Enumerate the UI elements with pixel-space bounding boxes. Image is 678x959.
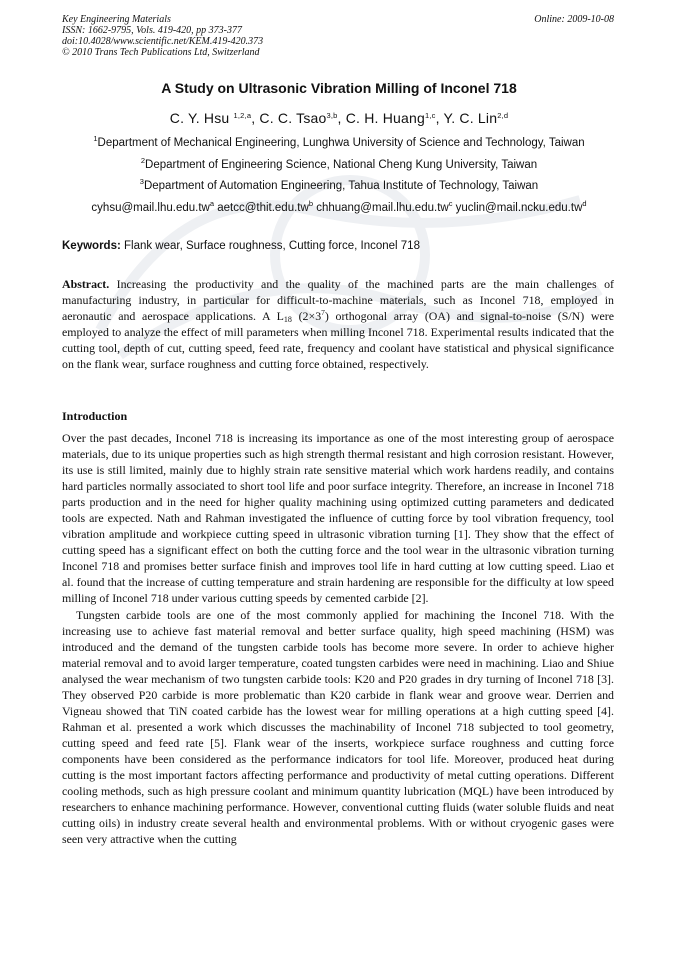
doi-line: doi:10.4028/www.scientific.net/KEM.419-420.373 bbox=[62, 36, 264, 47]
abstract-text: Increasing the productivity and the quality of the machined parts are the main challenges of manufacturing industry, in particular for difficult-to-machine materials, such as Inconel 718, employed in aeronautic and aerospace applications. A L bbox=[62, 277, 614, 324]
email-address: aetcc@thit.edu.tw bbox=[217, 202, 309, 214]
affiliation-sup: 1 bbox=[93, 134, 98, 143]
journal-name: Key Engineering Materials bbox=[62, 14, 171, 25]
email-sup: a bbox=[209, 199, 215, 208]
email-sup: d bbox=[582, 199, 587, 208]
affiliation-text: Department of Mechanical Engineering, Lunghwa University of Science and Technology, Taiwan bbox=[97, 137, 585, 149]
email-list bbox=[0, 199, 678, 214]
affiliation-text: Department of Automation Engineering, Tahua Institute of Technology, Taiwan bbox=[143, 180, 539, 192]
abstract-label: Abstract. bbox=[62, 277, 110, 291]
author-sup: 2,d bbox=[497, 111, 509, 120]
email-sup: b bbox=[308, 199, 313, 208]
email-address: chhuang@mail.lhu.edu.tw bbox=[316, 202, 449, 214]
email-address: cyhsu@mail.lhu.edu.tw bbox=[91, 202, 210, 214]
paragraph: Tungsten carbide tools are one of the most commonly applied for machining the Inconel 718. With the increasing use to achieve fast material removal and better surface quality, high speed machining (HSM) was introduced and the demand of the tungsten carbide tools has become more severe. In order to achieve higher material removal and to avoid larger temperature, coated tungsten carbides were need in machining. Liao and Shiue analysed the wear mechanism of two tungsten carbide tools: K20 and P20 grades in dry turning of Inconel 718 [3]. They observed P20 carbide is more problematic than K20 carbide in flank wear and groove wear. Derrien and Vigneau showed that TiN coated carbide has the lowest wear for milling operations at a high cutting speed [4]. Rahman et al. presented a work which discusses the machinability of Inconel 718 subjected to tool geometry, cutting speed and feed rate [5]. Flank wear of the inserts, workpiece surface roughness and cutting force components have been considered as the performance indicators for tool life. Moreover, produced heat during cutting is the most important factors affecting performance and productivity of metal cutting operations. Different cooling methods, such as high pressure coolant and minimum quantity lubrication (MQL) have been introduced by researchers to enhance machining performance. However, conventional cutting fluids (water soluble fluids and neat cutting oils) in industry create several health and environmental problems. With or without cryogenic gases were seen very attractive when the cutting bbox=[62, 607, 614, 847]
keywords-line bbox=[62, 240, 614, 252]
abstract bbox=[62, 276, 614, 373]
author-name: C. H. Huang bbox=[345, 110, 425, 126]
journal-header bbox=[62, 14, 614, 58]
copyright-line: © 2010 Trans Tech Publications Ltd, Switzerland bbox=[62, 47, 260, 58]
introduction-body bbox=[62, 430, 614, 847]
section-heading-introduction: Introduction bbox=[62, 409, 128, 423]
author-list: C. Y. Hsu $^{1,2,a}$, C. C. Tsao$^{3,b}$, C. H. Huang$^{1,c}$, Y. C. Lin$^{2,d}$ bbox=[169, 110, 509, 126]
affiliation-sup: 2 bbox=[140, 156, 146, 165]
online-date: Online: 2009-10-08 bbox=[534, 14, 614, 25]
affiliation-3 bbox=[0, 177, 678, 192]
affiliation-sup: 3 bbox=[139, 177, 144, 186]
affiliation-2 bbox=[0, 156, 678, 171]
affiliation-text: Department of Engineering Science, National Cheng Kung University, Taiwan bbox=[145, 159, 538, 171]
paper-title: A Study on Ultrasonic Vibration Milling of Inconel 718 bbox=[161, 80, 517, 96]
keywords-label: Keywords: bbox=[62, 240, 121, 252]
email-sup: c bbox=[448, 199, 453, 208]
email-address: yuclin@mail.ncku.edu.tw bbox=[455, 202, 583, 214]
abstract-subscript: 18 bbox=[283, 315, 292, 325]
author-name: C. C. Tsao bbox=[259, 110, 327, 126]
author-sup: 3,b bbox=[326, 111, 338, 120]
author-name: C. Y. Hsu bbox=[169, 110, 230, 126]
abstract-text: ) orthogonal array (OA) and signal-to-noise (S/N) were employed to analyze the effect of mill parameters when milling Inconel 718. Experimental results indicated that the cutting tool, depth of cut, cutting speed, feed rate, frequency and coolant have statistical and physical significance on the flank wear, surface roughness and cutting force obtained, respectively. bbox=[62, 309, 614, 372]
abstract-exponent: 7 bbox=[321, 308, 325, 318]
issn-line: ISSN: 1662-9795, Vols. 419-420, pp 373-377 bbox=[62, 25, 242, 36]
affiliation-1 bbox=[0, 134, 678, 149]
author-sup: 1,c bbox=[424, 111, 436, 120]
author-name: Y. C. Lin bbox=[443, 110, 498, 126]
paragraph: Over the past decades, Inconel 718 is increasing its importance as one of the most interesting group of aerospace materials, due to its unique properties such as high strength thermal resistant and high corrosion resistant. However, its use is still limited, mainly due to highly strain rate sensitive material which work hardens readily, and contains hard particles normally associated to short tool life and poor surface integrity. Therefore, an increase in Inconel 718 parts production and in the need for higher quality machining using optimized cutting parameters and dedicated tools are expected. Nath and Rahman investigated the influence of cutting force by tool vibration frequency, tool vibration amplitude and workpiece cutting speed in ultrasonic vibration turning [1]. They show that the effect of cutting speed has a significant effect on both the cutting force and the tool wear in the ultrasonic vibration turning Inconel 718 and promises better surface finish and improves tool life in hard cutting at low cutting speed. Liao et al. found that the increase of cutting temperature and strain hardening are responsible for the difficulty at low speed milling of Inconel 718 under various cutting speeds by cemented carbide [2]. bbox=[62, 431, 614, 606]
abstract-text: (2×3 bbox=[291, 309, 322, 324]
keywords-text: Flank wear, Surface roughness, Cutting force, Inconel 718 bbox=[120, 240, 420, 252]
author-sup: 1,2,a bbox=[233, 111, 252, 120]
